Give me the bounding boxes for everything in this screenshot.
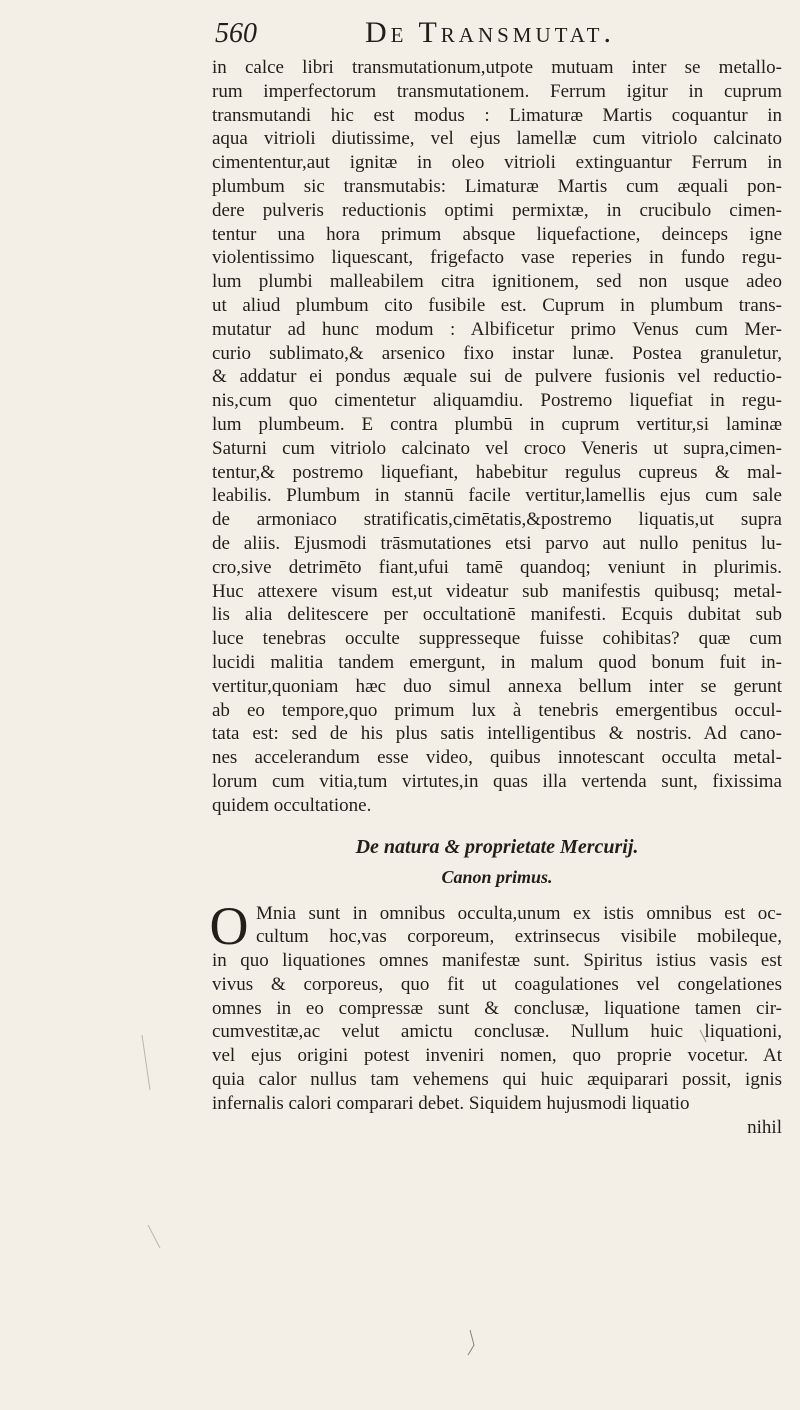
running-title: De Transmutat. bbox=[365, 16, 615, 49]
text-line: quia calor nullus tam vehemens qui huic æquiparari possit, ignis bbox=[212, 1069, 782, 1091]
paragraph-transmutation bbox=[212, 56, 782, 818]
text-line: lorum cum vitia,tum virtutes,in quas illa vertenda sunt, fixissima bbox=[212, 770, 782, 792]
text-line: vertitur,quoniam hæc duo simul annexa bellum inter se gerunt bbox=[212, 675, 782, 697]
page-number: 560 bbox=[215, 18, 257, 49]
section-title: De natura & proprietate Mercurij. bbox=[355, 835, 639, 858]
main-text bbox=[209, 56, 782, 1140]
catchword: nihil bbox=[747, 1116, 782, 1138]
text-line: lum plumbi malleabilem citra ignitionem, sed non usque adeo bbox=[212, 271, 782, 293]
text-line: infernalis calori comparari debet. Siquidem hujusmodi liquatio bbox=[212, 1092, 690, 1114]
text-line: nis,cum quo cimentetur aliquamdiu. Postremo liquefiat in regu- bbox=[212, 390, 782, 412]
text-line: de armoniaco stratificatis,cimētatis,&postremo liquatis,ut supra bbox=[212, 509, 782, 531]
text-line: ab eo tempore,quo primum lux à tenebris emergentibus occul- bbox=[212, 699, 782, 721]
text-line: Saturni cum vitriolo calcinato vel croco Veneris ut supra,cimen- bbox=[212, 437, 782, 459]
text-line: leabilis. Plumbum in stannū facile vertitur,lamellis ejus cum sale bbox=[212, 485, 782, 507]
text-line: & addatur ei pondus æquale sui de pulvere fusionis vel reductio- bbox=[212, 366, 782, 388]
text-line: tata est: sed de his plus satis intelligentibus & nostris. Ad cano- bbox=[212, 723, 782, 745]
text-line: aqua vitrioli diutissime, vel ejus lamellæ cum vitriolo calcinato bbox=[212, 128, 782, 150]
text-line: quidem occultatione. bbox=[212, 794, 372, 816]
text-line: lis alia delitescere per occultationē manifesti. Ecquis dubitat sub bbox=[212, 604, 782, 626]
text-line: de aliis. Ejusmodi trāsmutationes etsi parvo aut nullo penitus lu- bbox=[212, 532, 782, 554]
text-line: dere pulveris reductionis optimi permixtæ, in crucibulo cimen- bbox=[212, 199, 782, 221]
text-line: luce tenebras occulte suppresseque fuisse cohibitas? quæ cum bbox=[212, 628, 782, 650]
text-line: omnes in eo compressæ sunt & conclusæ, liquatione tamen cir- bbox=[212, 997, 782, 1019]
text-line: rum imperfectorum transmutationem. Ferrum igitur in cuprum bbox=[212, 80, 782, 102]
text-line: in quo liquationes omnes manifestæ sunt. Spiritus istius vasis est bbox=[212, 950, 782, 972]
text-line: Mnia sunt in omnibus occulta,unum ex istis omnibus est oc- bbox=[256, 902, 782, 924]
text-line: vel ejus origini potest inveniri nomen, quo proprie vocetur. At bbox=[212, 1045, 782, 1067]
text-line: transmutandi hic est modus : Limaturæ Martis coquantur in bbox=[212, 104, 782, 126]
text-line: tentur,& postremo liquefiant, habebitur regulus cupreus & mal- bbox=[212, 461, 782, 483]
text-line: lum plumbeum. E contra plumbū in cuprum vertitur,si laminæ bbox=[212, 413, 782, 435]
text-line: mutatur ad hunc modum : Albificetur primo Venus cum Mer- bbox=[212, 318, 782, 340]
text-line: nes accelerandum esse video, quibus innotescant occulta metal- bbox=[212, 747, 782, 769]
text-line: violentissimo liquescant, frigefacto vase reperies in fundo regu- bbox=[212, 247, 782, 269]
stray-mark bbox=[148, 1225, 160, 1248]
text-line: cro,sive detrimēto fiant,ufui tamē quandoq; veniunt in plurimis. bbox=[212, 556, 782, 578]
text-line: tentur una hora primum absque liquefactione, deinceps igne bbox=[212, 223, 782, 245]
canon-paragraph bbox=[209, 895, 782, 1116]
drop-cap: O bbox=[209, 895, 249, 956]
text-line: cumvestitæ,ac velut amictu conclusæ. Nullum huic liquationi, bbox=[212, 1021, 782, 1043]
text-line: curio sublimato,& arsenico fixo instar lunæ. Postea granuletur, bbox=[212, 342, 782, 364]
text-line: cimententur,aut ignitæ in oleo vitrioli extinguantur Ferrum in bbox=[212, 152, 782, 174]
text-line: Huc attexere visum est,ut videatur sub manifestis quibusq; metal- bbox=[212, 580, 782, 602]
text-line: lucidi malitia tandem emergunt, in malum quod bonum fuit in- bbox=[212, 651, 782, 673]
stray-mark bbox=[142, 1035, 150, 1090]
page-header bbox=[215, 14, 775, 54]
text-line: plumbum sic transmutabis: Limaturæ Martis cum æquali pon- bbox=[212, 175, 782, 197]
text-line: ut aliud plumbum cito fusibile est. Cuprum in plumbum trans- bbox=[212, 294, 782, 316]
text-line: cultum hoc,vas corporeum, extrinsecus visibile mobileque, bbox=[256, 926, 782, 948]
text-line: vivus & corporeus, quo fit ut coagulationes vel congelationes bbox=[212, 973, 782, 995]
stray-mark bbox=[468, 1330, 474, 1355]
text-line: in calce libri transmutationum,utpote mutuam inter se metallo- bbox=[212, 57, 782, 78]
section-subtitle: Canon primus. bbox=[441, 866, 553, 887]
